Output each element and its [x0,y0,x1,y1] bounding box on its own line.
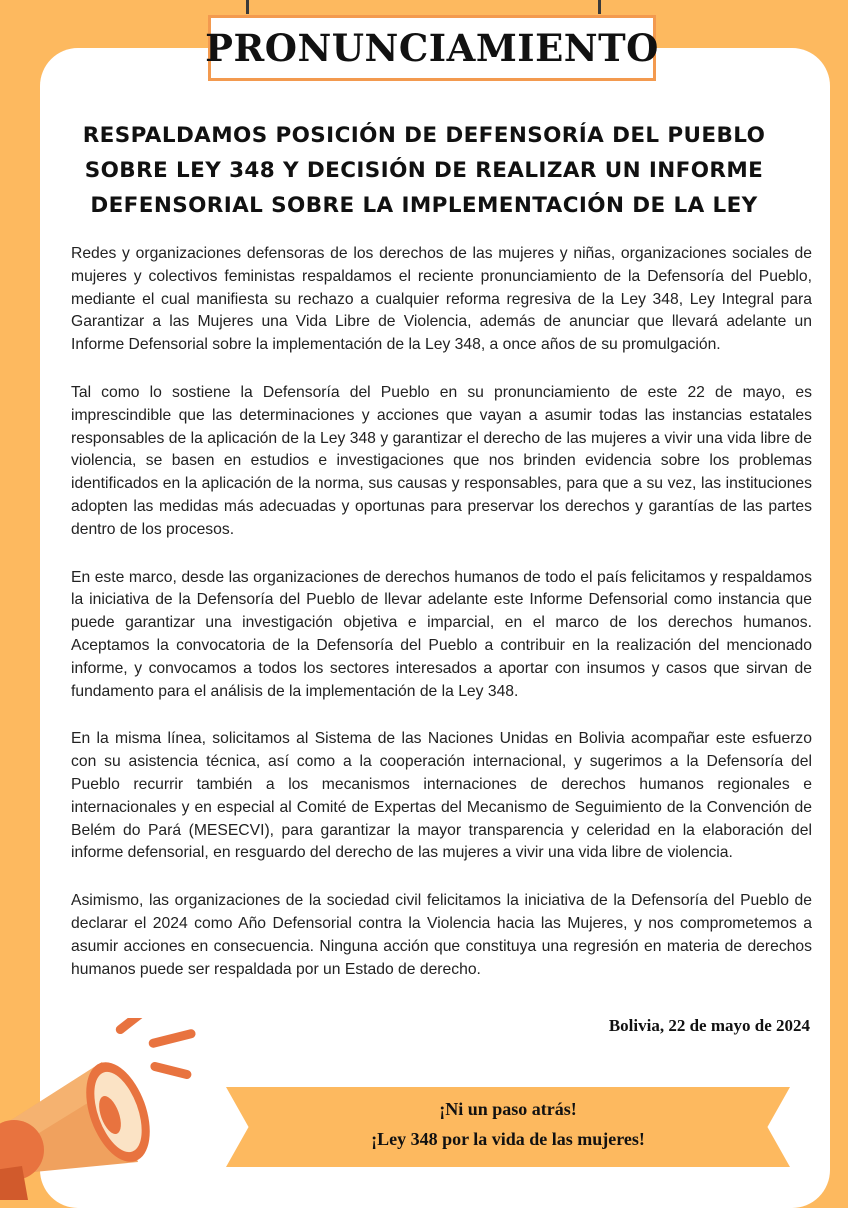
headline-line: DEFENSORIAL SOBRE LA IMPLEMENTACIÓN DE LA LEY [90,193,758,218]
slogan-text [226,1094,790,1154]
headline [56,118,792,223]
slogan-line: ¡Ley 348 por la vida de las mujeres! [371,1129,645,1149]
sound-lines [114,1018,197,1080]
hanger-left [246,0,249,14]
megaphone-icon [0,1018,230,1200]
headline-line: RESPALDAMOS POSICIÓN DE DEFENSORÍA DEL PUEBLO [82,123,766,148]
hanger-right [598,0,601,14]
headline-line: SOBRE LEY 348 Y DECISIÓN DE REALIZAR UN INFORME [84,158,764,183]
slogan-line: ¡Ni un paso atrás! [439,1099,577,1119]
paragraph: En la misma línea, solicitamos al Sistema de las Naciones Unidas en Bolivia acompañar este esfuerzo con su asistencia técnica, así como a la cooperación internacional, y sugerimos a la Defensoría del Pueblo recurrir también a los mecanismos internaciones de derechos humanos regionales e internacionales y en especial al Comité de Expertas del Mecanismo de Seguimiento de la Convención de Belém do Pará (MESECVI), para garantizar la mayor transparencia y celeridad en la elaboración del informe defensorial, en resguardo del derecho de las mujeres a vivir una vida libre de violencia. [71,730,812,862]
paragraph: Asimismo, las organizaciones de la sociedad civil felicitamos la iniciativa de la Defensoría del Pueblo de declarar el 2024 como Año Defensorial contra la Violencia hacia las Mujeres, y nos comprometemos a asumir acciones en consecuencia. Ninguna acción que constituya una regresión en materia de derechos humanos puede ser respaldada por un Estado de derecho. [71,892,812,978]
paragraph: Redes y organizaciones defensoras de los derechos de las mujeres y niñas, organizaciones sociales de mujeres y colectivos feministas respaldamos el reciente pronunciamiento de la Defensoría del Pueblo, mediante el cual manifiesta su rechazo a cualquier reforma regresiva de la Ley 348, Ley Integral para Garantizar a las Mujeres una Vida Libre de Violencia, además de anunciar que llevará adelante un Informe Defensorial sobre la implementación de la Ley 348, a once años de su promulgación. [71,245,812,354]
page-title: PRONUNCIAMIENTO [205,26,659,70]
signature-date: Bolivia, 22 de mayo de 2024 [608,1016,810,1035]
paragraph: Tal como lo sostiene la Defensoría del Pueblo en su pronunciamiento de este 22 de mayo, es imprescindible que las determinaciones y acciones que vayan a asumir todas las instancias estatales responsables de la aplicación de la Ley 348 y garantizar el derecho de las mujeres a vivir una vida libre de violencia, se basen en estudios e investigaciones que nos brinden evidencia sobre los problemas identificados en la aplicación de la norma, sus causas y responsables, para que a su vez, las instituciones adopten las medidas más adecuadas y oportunas para preservar los derechos y garantías de las partes dentro de los procesos. [71,383,812,538]
body-text [71,243,812,1006]
paragraph: En este marco, desde las organizaciones de derechos humanos de todo el país felicitamos y respaldamos la iniciativa de la Defensoría del Pueblo de llevar adelante este Informe Defensorial como instancia que puede garantizar una investigación objetiva e imparcial, en el marco de los derechos humanos. Aceptamos la convocatoria de la Defensoría del Pueblo a contribuir en la realización del mencionado informe, y convocamos a todos los sectores interesados a aportar con insumos y casos que sirvan de fundamento para el análisis de la implementación de la Ley 348. [71,568,812,700]
title-box [205,15,659,81]
